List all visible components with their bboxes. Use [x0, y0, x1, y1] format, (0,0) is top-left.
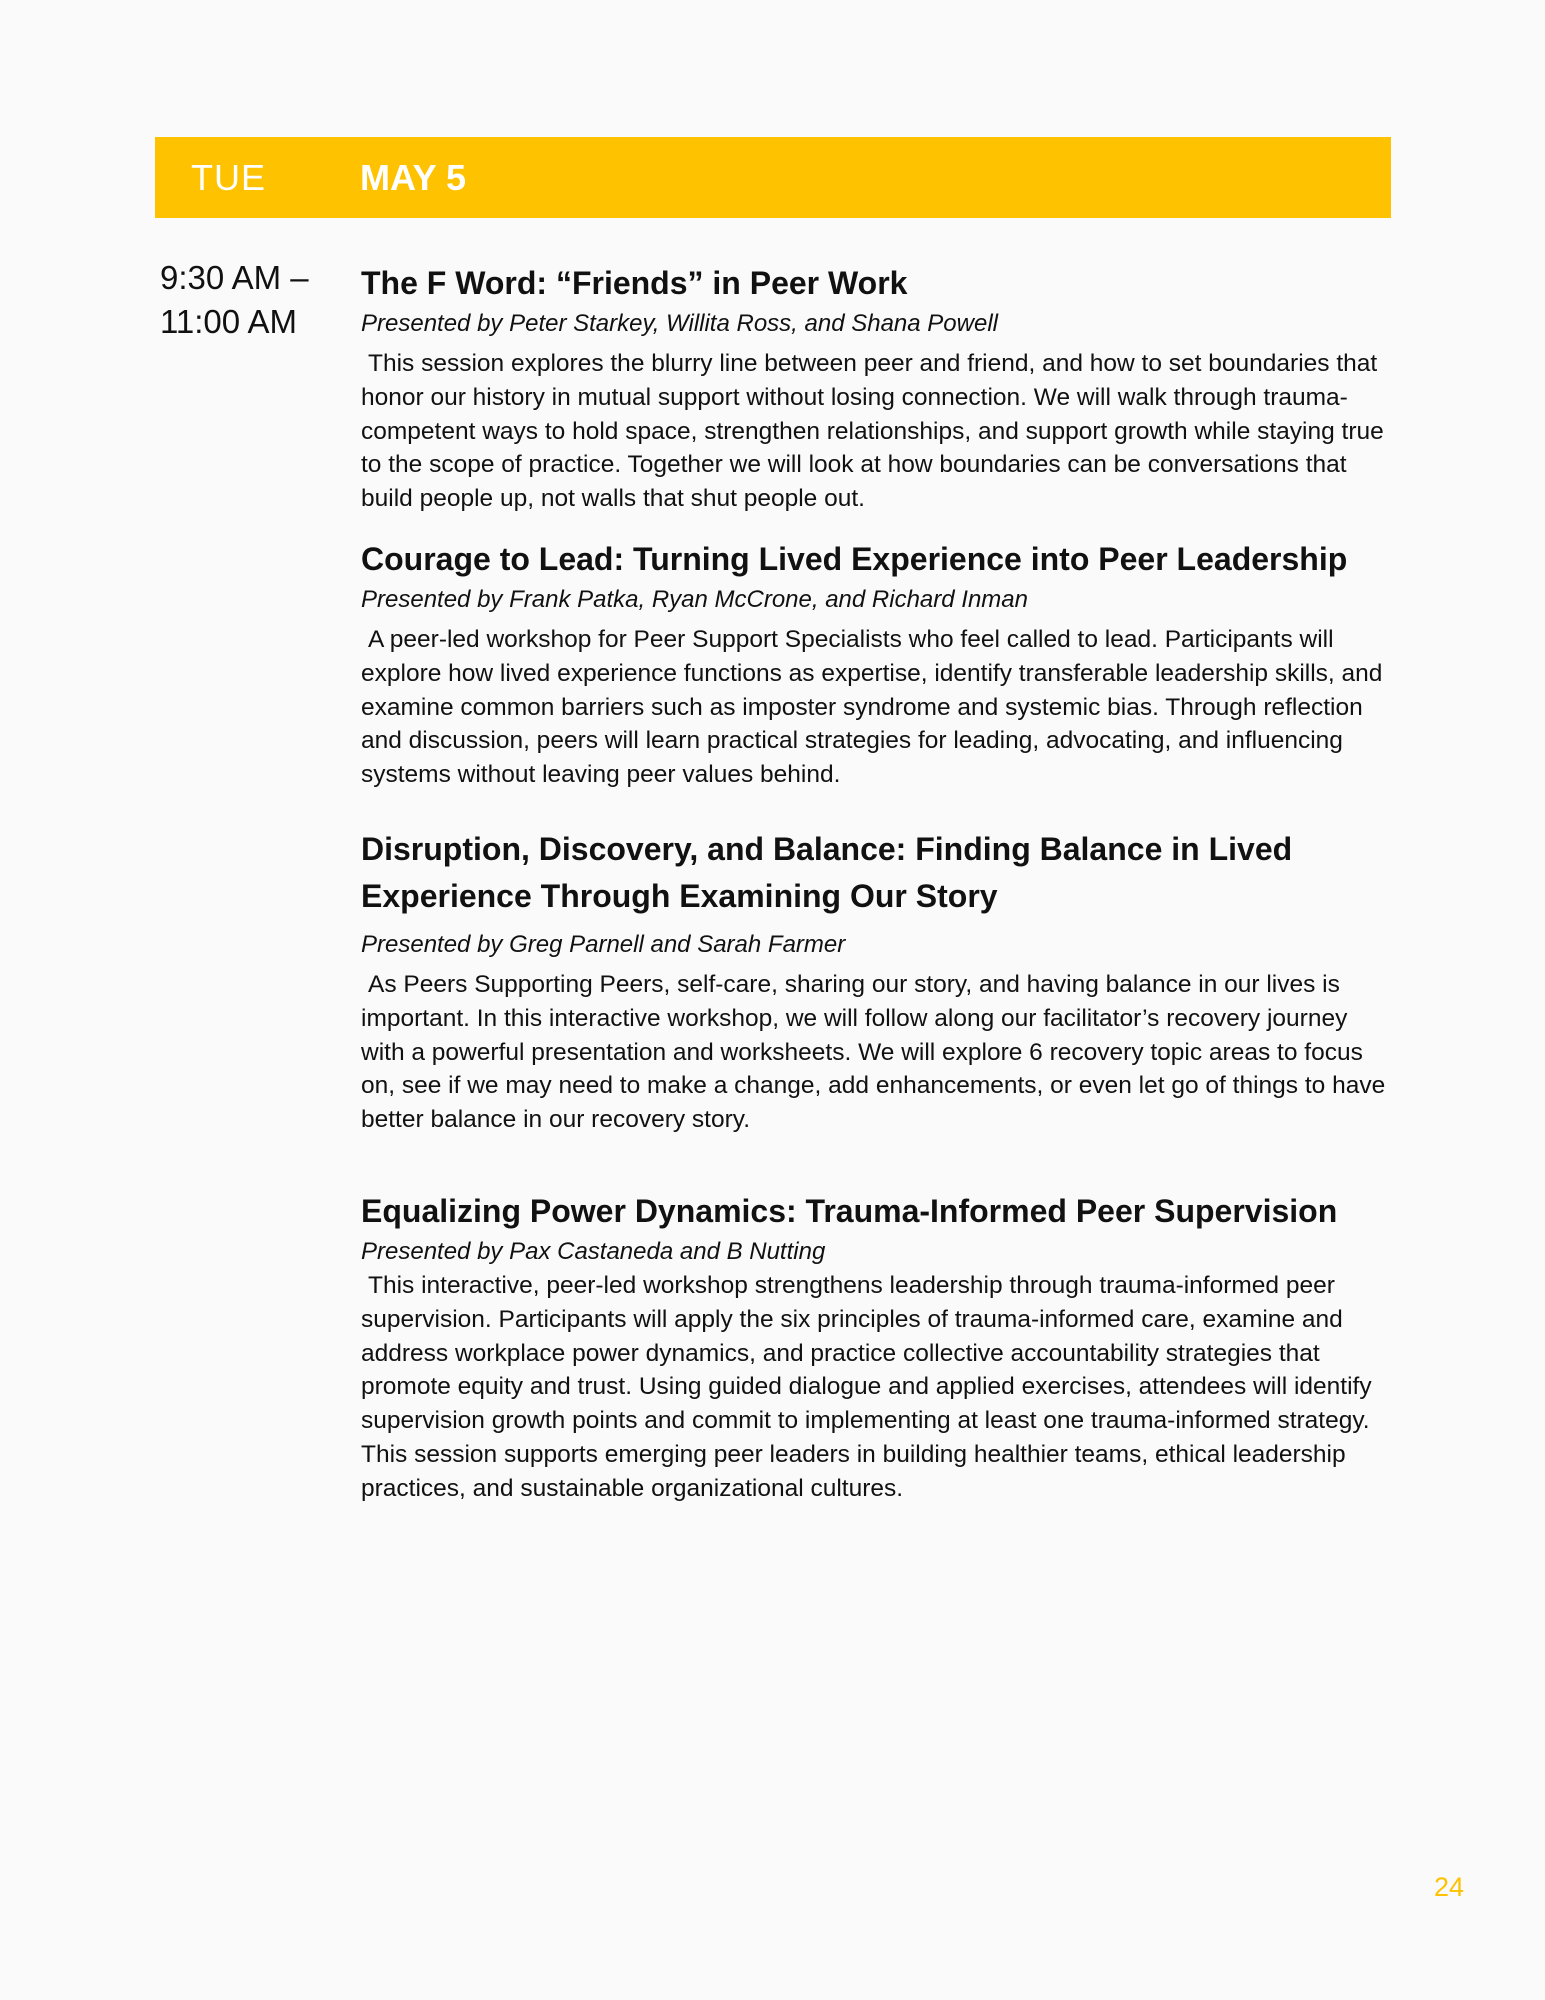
session-title: The F Word: “Friends” in Peer Work [361, 265, 908, 301]
session-description: This interactive, peer-led workshop strengthens leadership through trauma-informed peer supervision. Participants will apply the six principles of trauma-informed care, examine and address workplace power dynamics, and practice collective accountability strategies that promote equity and trust. Using guided dialogue and applied exercises, attendees will identify supervision growth points and commit to implementing at least one trauma-informed strategy. This session supports emerging peer leaders in building healthier teams, ethical leadership practices, and sustainable organizational cultures. [361, 1271, 1372, 1502]
time-slot-start: 9:30 AM – [160, 259, 309, 296]
session-item [361, 260, 1396, 516]
time-slot-end: 11:00 AM [160, 303, 297, 340]
session-title: Disruption, Discovery, and Balance: Finding Balance in Lived Experience Through Examining Our Story [361, 830, 1293, 914]
banner-date: MAY 5 [360, 157, 467, 198]
page-number: 24 [1434, 1872, 1465, 1902]
session-item [361, 1188, 1396, 1506]
session-description: As Peers Supporting Peers, self-care, sharing our story, and having balance in our lives is important. In this interactive workshop, we will follow along our facilitator’s recovery journey with a powerful presentation and worksheets. We will explore 6 recovery topic areas to focus on, see if we may need to make a change, add enhancements, or even let go of things to have better balance in our recovery story. [361, 970, 1386, 1134]
banner-day: TUE [191, 157, 266, 198]
session-presenters: Presented by Frank Patka, Ryan McCrone, and Richard Inman [361, 585, 1028, 613]
time-slot [160, 256, 309, 344]
session-list [361, 260, 1396, 1506]
date-banner [155, 137, 1391, 218]
session-item [361, 536, 1396, 792]
session-title: Courage to Lead: Turning Lived Experience into Peer Leadership [361, 540, 1348, 577]
session-description: A peer-led workshop for Peer Support Specialists who feel called to lead. Participants will explore how lived experience functions as expertise, identify transferable leadership skills, and examine common barriers such as imposter syndrome and systemic bias. Through reflection and discussion, peers will learn practical strategies for leading, advocating, and influencing systems without leaving peer values behind. [361, 625, 1383, 789]
session-title: Equalizing Power Dynamics: Trauma-Informed Peer Supervision [361, 1192, 1338, 1229]
session-presenters: Presented by Peter Starkey, Willita Ross, and Shana Powell [361, 310, 998, 337]
session-description: This session explores the blurry line between peer and friend, and how to set boundaries that honor our history in mutual support without losing connection. We will walk through trauma-competent ways to hold space, strengthen relationships, and support growth while staying true to the scope of practice. Together we will look at how boundaries can be conversations that build people up, not walls that shut people out. [361, 350, 1384, 513]
session-presenters: Presented by Pax Castaneda and B Nutting [361, 1237, 826, 1265]
session-presenters: Presented by Greg Parnell and Sarah Farmer [361, 930, 846, 958]
session-item [361, 826, 1396, 1137]
